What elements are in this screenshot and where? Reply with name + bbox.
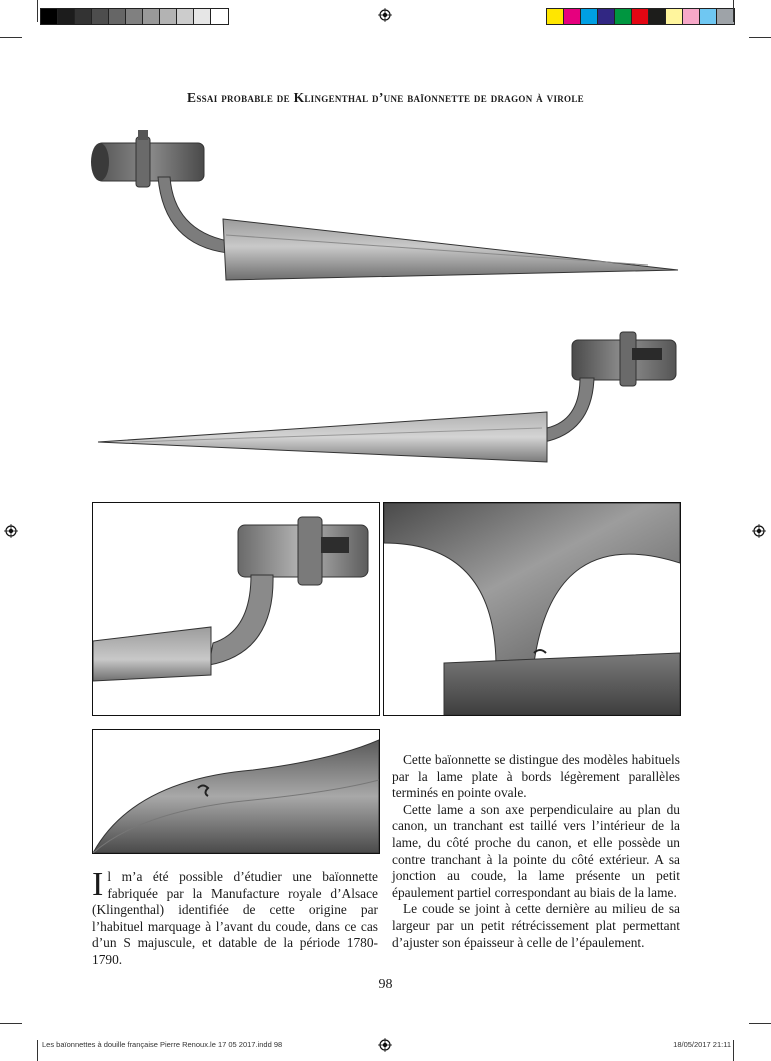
grayscale-swatch bbox=[75, 9, 92, 24]
crop-mark bbox=[37, 0, 38, 22]
page-title: Essai probable de Klingenthal d’une baïonnette de dragon à virole bbox=[187, 90, 584, 105]
process-color-swatch bbox=[547, 9, 564, 24]
process-color-swatch bbox=[632, 9, 649, 24]
drop-cap: I bbox=[92, 866, 104, 903]
registration-mark-top-icon bbox=[378, 8, 392, 22]
grayscale-swatch bbox=[211, 9, 228, 24]
grayscale-swatch bbox=[58, 9, 75, 24]
process-color-bar bbox=[546, 8, 735, 25]
bayonet-photo-bottom bbox=[92, 320, 692, 495]
process-color-swatch bbox=[666, 9, 683, 24]
paragraph: Cette baïonnette se distingue des modèles habituels par la lame plate à bords légèrement parallèles terminés en pointe ovale. bbox=[392, 752, 680, 801]
intro-paragraph-text: l m’a été possible d’étudier une baïonnette fabriquée par la Manufacture royale d’Alsace (Klingenthal) identifiée de cette origine par l’habituel marquage à l’avant du coude, dans ce cas d’un S majuscule, et datable de la période 1780-1790. bbox=[92, 869, 378, 967]
crop-mark bbox=[749, 1023, 771, 1024]
slug-left: Les baïonnettes à douille française Pierre Renoux.le 17 05 2017.indd 98 bbox=[42, 1040, 283, 1049]
slug-right: 18/05/2017 21:11 bbox=[673, 1040, 731, 1049]
registration-mark-right-icon bbox=[752, 524, 766, 538]
grayscale-swatch bbox=[194, 9, 211, 24]
crop-mark bbox=[0, 1023, 22, 1024]
page-number: 98 bbox=[378, 977, 393, 992]
crop-mark bbox=[37, 1040, 38, 1061]
crop-mark bbox=[0, 37, 22, 38]
grayscale-swatch bbox=[160, 9, 177, 24]
detail-photo-marking bbox=[92, 729, 380, 854]
process-color-swatch bbox=[581, 9, 598, 24]
left-text-column bbox=[92, 866, 378, 969]
crop-mark bbox=[733, 0, 734, 22]
crop-mark bbox=[749, 37, 771, 38]
process-color-swatch bbox=[717, 9, 734, 24]
process-color-swatch bbox=[564, 9, 581, 24]
process-color-swatch bbox=[615, 9, 632, 24]
grayscale-swatch bbox=[177, 9, 194, 24]
process-color-swatch bbox=[700, 9, 717, 24]
grayscale-swatch bbox=[41, 9, 58, 24]
process-color-swatch bbox=[683, 9, 700, 24]
grayscale-color-bar bbox=[40, 8, 229, 25]
bayonet-photo-top bbox=[88, 125, 688, 285]
grayscale-swatch bbox=[109, 9, 126, 24]
intro-paragraph bbox=[92, 866, 378, 969]
detail-photo-socket bbox=[92, 502, 380, 716]
crop-mark bbox=[733, 1040, 734, 1061]
paragraph: Le coude se joint à cette dernière au milieu de sa largeur par un petit rétrécissement plat permettant d’ajuster son épaisseur à celle de l’épaulement. bbox=[392, 901, 680, 950]
paragraph: Cette lame a son axe perpendiculaire au plan du canon, un tranchant est taillé vers l’intérieur de la lame, du côté proche du canon, et elle possède un contre tranchant à la pointe du côté extérieur. A sa jonction au coude, la lame présente un petit épaulement partiel correspondant au biais de la lame. bbox=[392, 801, 680, 900]
process-color-swatch bbox=[598, 9, 615, 24]
registration-mark-left-icon bbox=[4, 524, 18, 538]
detail-photo-elbow bbox=[383, 502, 681, 716]
grayscale-swatch bbox=[126, 9, 143, 24]
grayscale-swatch bbox=[92, 9, 109, 24]
registration-mark-bottom-icon bbox=[378, 1038, 392, 1052]
grayscale-swatch bbox=[143, 9, 160, 24]
right-text-column bbox=[392, 752, 680, 951]
process-color-swatch bbox=[649, 9, 666, 24]
